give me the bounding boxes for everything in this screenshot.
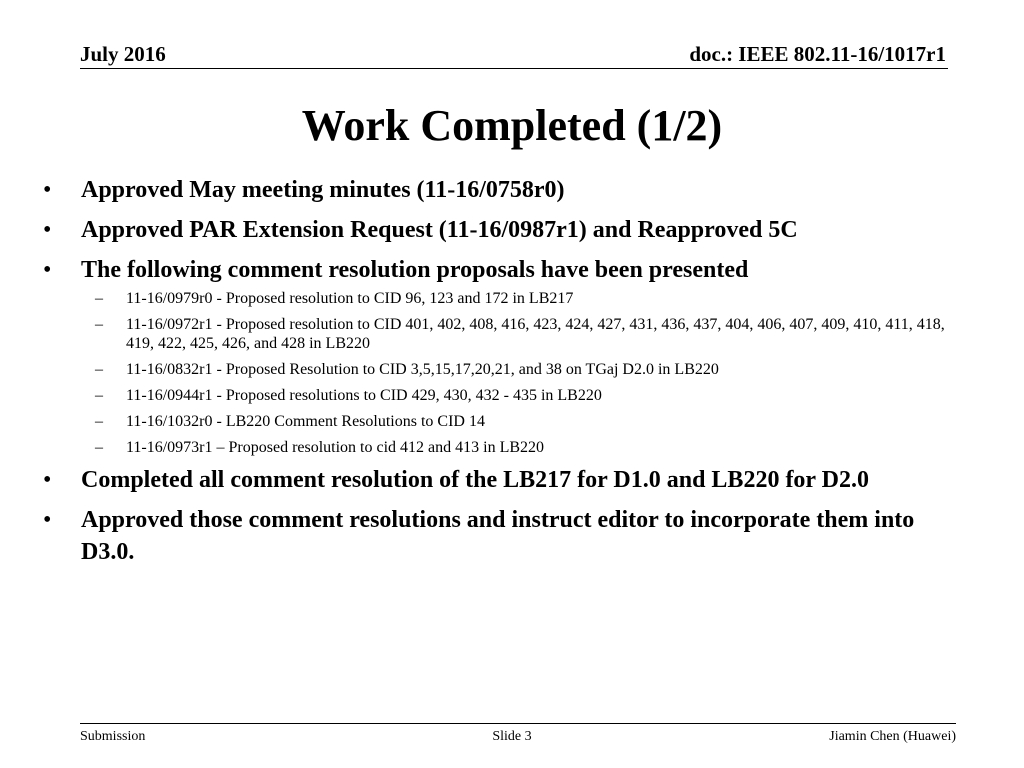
bullet-item [43,254,963,286]
dash-marker: – [95,316,103,333]
sub-bullet-list [43,289,963,457]
dash-marker: – [95,361,103,378]
sub-bullet-text: 11-16/1032r0 - LB220 Comment Resolutions to CID 14 [126,413,485,430]
sub-bullet-text: 11-16/0832r1 - Proposed Resolution to CID 3,5,15,17,20,21, and 38 on TGaj D2.0 in LB220 [126,361,719,378]
sub-bullet-text: 11-16/0973r1 – Proposed resolution to cid 412 and 413 in LB220 [126,439,545,456]
bullet-item [43,214,963,246]
header-doc-id: doc.: IEEE 802.11-16/1017r1 [689,42,946,66]
dash-marker: – [95,439,103,456]
bullet-text: Approved those comment resolutions and instruct editor to incorporate them into D3.0. [81,507,915,565]
bullet-marker: • [43,217,52,243]
dash-marker: – [95,387,103,404]
sub-bullet-item [43,360,963,379]
bullet-text: Approved May meeting minutes (11-16/0758r0) [81,177,565,203]
bullet-marker: • [43,467,52,493]
sub-bullet-item [43,289,963,308]
bullet-marker: • [43,257,52,283]
sub-bullet-text: 11-16/0944r1 - Proposed resolutions to CID 429, 430, 432 - 435 in LB220 [126,387,602,404]
bullet-item [43,504,963,568]
bullet-text: The following comment resolution proposals have been presented [81,257,749,283]
sub-bullet-item [43,315,963,353]
sub-list-container [43,289,963,457]
slide-title: Work Completed (1/2) [301,101,723,150]
bullet-marker: • [43,507,52,533]
bullet-text: Approved PAR Extension Request (11-16/0987r1) and Reapproved 5C [81,217,798,243]
bullet-item [43,174,963,206]
header-date: July 2016 [80,42,166,66]
bullet-text: Completed all comment resolution of the LB217 for D1.0 and LB220 for D2.0 [81,467,869,493]
bullet-marker: • [43,177,52,203]
dash-marker: – [95,413,103,430]
sub-bullet-text: 11-16/0972r1 - Proposed resolution to CID 401, 402, 408, 416, 423, 424, 427, 431, 436, 437, 404, 406, 407, 409, 410, 411, 418, 419, 422, 425, 426, and 428 in LB220 [126,316,945,352]
sub-bullet-item [43,412,963,431]
sub-bullet-text: 11-16/0979r0 - Proposed resolution to CID 96, 123 and 172 in LB217 [126,290,574,307]
sub-bullet-item [43,386,963,405]
bullet-list [43,174,963,576]
footer-author: Jiamin Chen (Huawei) [829,729,956,744]
footer-slide-number: Slide 3 [492,729,532,744]
sub-bullet-item [43,438,963,457]
footer-submission: Submission [80,729,146,744]
bullet-item [43,464,963,496]
footer-divider [80,723,956,724]
dash-marker: – [95,290,103,307]
header-divider [80,68,948,69]
